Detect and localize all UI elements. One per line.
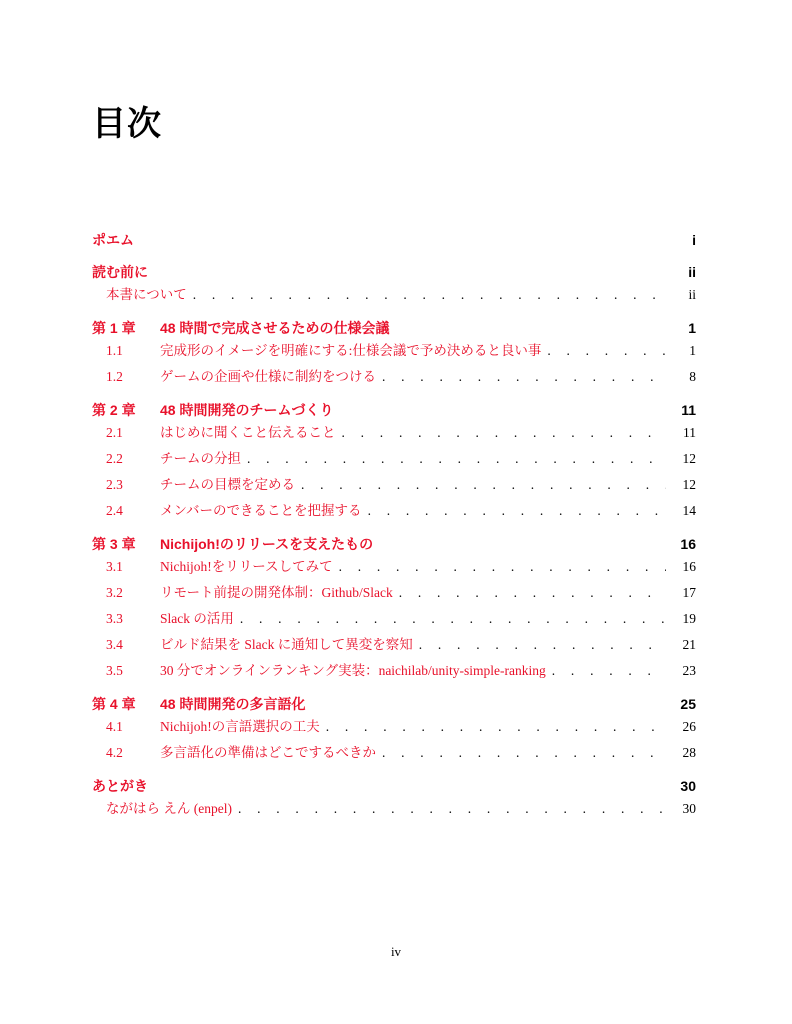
section-page: 12 [682, 451, 696, 466]
toc-entry-title[interactable]: ながはら えん (enpel) [106, 801, 232, 816]
toc-section[interactable] [92, 338, 696, 364]
section-number: 3.2 [106, 585, 123, 600]
toc-section[interactable] [92, 606, 696, 632]
section-title[interactable]: 30 分でオンラインランキング実装：naichilab/unity-simple-ranking [160, 663, 546, 678]
toc-section[interactable] [92, 740, 696, 766]
toc-part-title[interactable]: 読む前に [92, 264, 148, 280]
dot-leader [193, 282, 666, 308]
section-number: 2.2 [106, 451, 123, 466]
section-title[interactable]: ゲームの企画や仕様に制約をつける [160, 369, 376, 384]
section-number: 1.2 [106, 369, 123, 384]
section-number: 3.3 [106, 611, 123, 626]
section-number: 4.2 [106, 745, 123, 760]
section-page: 8 [689, 369, 696, 384]
chapter-number: 第 2 章 [92, 402, 136, 418]
chapter-page: 11 [681, 402, 696, 418]
section-page: 17 [682, 585, 696, 600]
toc-section[interactable] [92, 554, 696, 580]
section-title[interactable]: リモート前提の開発体制：Github/Slack [160, 585, 393, 600]
dot-leader [547, 338, 666, 364]
toc-section[interactable] [92, 364, 696, 390]
section-title[interactable]: はじめに聞くこと伝えること [160, 425, 336, 440]
chapter-page: 1 [688, 320, 696, 336]
toc-part-poem[interactable] [92, 230, 696, 250]
section-page: 26 [682, 719, 696, 734]
section-number: 3.4 [106, 637, 123, 652]
section-title[interactable]: 多言語化の準備はどこでするべきか [160, 745, 376, 760]
section-page: 28 [682, 745, 696, 760]
dot-leader [247, 446, 666, 472]
toc-part-page: i [692, 232, 696, 248]
toc-section[interactable] [92, 472, 696, 498]
chapter-number: 第 1 章 [92, 320, 136, 336]
toc-chapter-3[interactable] [92, 534, 696, 554]
dot-leader [382, 364, 666, 390]
section-title[interactable]: ビルド結果を Slack に通知して異変を察知 [160, 637, 413, 652]
chapter-title[interactable]: 48 時間で完成させるための仕様会議 [160, 320, 390, 336]
toc-chapter-1[interactable] [92, 318, 696, 338]
section-page: 21 [682, 637, 696, 652]
toc-chapter-2[interactable] [92, 400, 696, 420]
toc-section[interactable] [92, 580, 696, 606]
section-number: 4.1 [106, 719, 123, 734]
table-of-contents [92, 230, 696, 822]
chapter-page: 25 [680, 696, 696, 712]
section-page: 12 [682, 477, 696, 492]
toc-entry-title[interactable]: 本書について [106, 287, 187, 302]
section-page: 16 [682, 559, 696, 574]
section-number: 3.5 [106, 663, 123, 678]
section-number: 3.1 [106, 559, 123, 574]
dot-leader [552, 658, 666, 684]
section-title[interactable]: Nichijoh!の言語選択の工夫 [160, 719, 320, 734]
toc-chapter-4[interactable] [92, 694, 696, 714]
section-page: 14 [682, 503, 696, 518]
dot-leader [301, 472, 666, 498]
page-number: iv [390, 944, 402, 959]
section-number: 2.4 [106, 503, 123, 518]
toc-part-afterword[interactable] [92, 776, 696, 796]
section-page: 23 [682, 663, 696, 678]
toc-part-page: 30 [680, 778, 696, 794]
dot-leader [326, 714, 666, 740]
toc-entry-page: 30 [682, 801, 696, 816]
chapter-page: 16 [680, 536, 696, 552]
toc-part-title[interactable]: ポエム [92, 232, 134, 248]
section-title[interactable]: チームの目標を定める [160, 477, 295, 492]
section-page: 11 [683, 425, 696, 440]
toc-section[interactable] [92, 714, 696, 740]
toc-section[interactable] [92, 658, 696, 684]
section-page: 19 [682, 611, 696, 626]
chapter-title[interactable]: 48 時間開発の多言語化 [160, 696, 306, 712]
dot-leader [342, 420, 667, 446]
toc-section[interactable] [92, 498, 696, 524]
section-title[interactable]: Slack の活用 [160, 611, 234, 626]
section-page: 1 [689, 343, 696, 358]
dot-leader [382, 740, 666, 766]
toc-entry[interactable] [92, 282, 696, 308]
toc-part-before-reading[interactable] [92, 262, 696, 282]
section-title[interactable]: メンバーのできることを把握する [160, 503, 362, 518]
dot-leader [419, 632, 666, 658]
dot-leader [238, 796, 666, 822]
section-title[interactable]: Nichijoh!をリリースしてみて [160, 559, 333, 574]
chapter-title[interactable]: 48 時間開発のチームづくり [160, 402, 334, 418]
toc-part-title[interactable]: あとがき [92, 778, 148, 794]
section-number: 2.1 [106, 425, 123, 440]
toc-section[interactable] [92, 446, 696, 472]
section-title[interactable]: チームの分担 [160, 451, 241, 466]
toc-entry[interactable] [92, 796, 696, 822]
toc-section[interactable] [92, 420, 696, 446]
toc-part-page: ii [688, 264, 696, 280]
dot-leader [240, 606, 666, 632]
chapter-number: 第 3 章 [92, 536, 136, 552]
section-title[interactable]: 完成形のイメージを明確にする:仕様会議で予め決めると良い事 [160, 343, 542, 358]
page-title: 目次 [92, 104, 162, 144]
chapter-title[interactable]: Nichijoh!のリリースを支えたもの [160, 536, 374, 552]
section-number: 1.1 [106, 343, 123, 358]
toc-entry-page: ii [688, 287, 696, 302]
dot-leader [399, 580, 666, 606]
dot-leader [368, 498, 666, 524]
section-number: 2.3 [106, 477, 123, 492]
dot-leader [339, 554, 666, 580]
chapter-number: 第 4 章 [92, 696, 136, 712]
toc-section[interactable] [92, 632, 696, 658]
